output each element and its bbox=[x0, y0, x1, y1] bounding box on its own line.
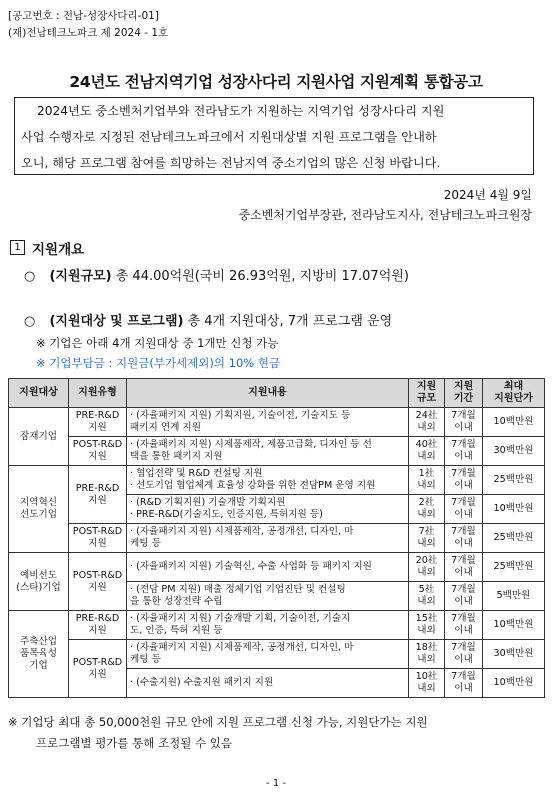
footnote-line: 프로그램별 평가를 통해 조정될 수 있음 bbox=[36, 736, 233, 750]
cell-type: PRE-R&D 지원 bbox=[69, 408, 127, 437]
cell-max: 10백만원 bbox=[483, 408, 545, 437]
cell-content: · (R&D 기획지원) 기술개발 기획지원 · PRE-R&D(기술지도, 인증지원, 특허지원 등) bbox=[127, 495, 409, 524]
scale-label: (지원규모) bbox=[49, 269, 112, 284]
cell-period: 7개월 이내 bbox=[445, 553, 483, 582]
intro-line: 2024년도 중소벤처기업부와 전라남도가 지원하는 지역기업 성장사다리 지원 bbox=[37, 104, 445, 118]
cell-content: · (자율패키지 지원) 기획지원, 기술이전, 기술지도 등 패키지 연계 지원 bbox=[127, 408, 409, 437]
cell-scale: 2社 내외 bbox=[409, 495, 445, 524]
cell-content: · (자율패키지 지원) 시제품제작, 제품고급화, 디자인 등 선 택을 통한 패키지 지원 bbox=[127, 437, 409, 466]
section-title: 지원개요 bbox=[32, 242, 85, 258]
program-table bbox=[8, 378, 545, 698]
bullet-mark: ○ bbox=[24, 314, 36, 329]
table-row bbox=[9, 437, 545, 466]
cell-period: 7개월 이내 bbox=[445, 437, 483, 466]
cell-scale: 24社 내외 bbox=[409, 408, 445, 437]
cell-scale: 1社 내외 bbox=[409, 466, 445, 495]
cell-scale: 18社 내외 bbox=[409, 640, 445, 669]
target-bullet bbox=[24, 310, 392, 329]
cell-max: 25백만원 bbox=[483, 553, 545, 582]
footnote bbox=[8, 712, 548, 754]
foundation-number: (재)전남테크노파크 제 2024 - 1호 bbox=[8, 27, 169, 39]
cell-period: 7개월 이내 bbox=[445, 495, 483, 524]
cell-type: PRE-R&D 지원 bbox=[69, 611, 127, 640]
cell-target: 지역혁신 선도기업 bbox=[9, 466, 69, 553]
table-row bbox=[9, 611, 545, 640]
cell-content: · 협업전략 및 R&D 컨설팅 지원 · 선도기업 협업체계 효율성 강화를 위한 전담PM 운영 지원 bbox=[127, 466, 409, 495]
table-row bbox=[9, 466, 545, 495]
cell-max: 5백만원 bbox=[483, 582, 545, 611]
announcement-date: 2024년 4월 9일 bbox=[443, 188, 532, 202]
target-label: (지원대상 및 프로그램) bbox=[49, 314, 184, 329]
cell-scale: 5社 내외 bbox=[409, 582, 445, 611]
cell-type: POST-R&D 지원 bbox=[69, 640, 127, 698]
cell-type: POST-R&D 지원 bbox=[69, 437, 127, 466]
cell-content: · (자율패키지 지원) 시제품제작, 공정개선, 디자인, 마 케팅 등 bbox=[127, 640, 409, 669]
cell-target: 예비선도 (스타)기업 bbox=[9, 553, 69, 611]
cell-scale: 10社 내외 bbox=[409, 669, 445, 698]
header-max: 최대 지원단가 bbox=[483, 379, 545, 408]
cell-target: 주축산업 품목육성 기업 bbox=[9, 611, 69, 698]
intro-line: 사업 수행자로 지정된 전남테크노파크에서 지원대상별 지원 프로그램을 안내하 bbox=[21, 130, 437, 144]
cell-scale: 15社 내외 bbox=[409, 611, 445, 640]
cell-period: 7개월 이내 bbox=[445, 582, 483, 611]
cell-max: 10백만원 bbox=[483, 669, 545, 698]
cell-scale: 7社 내외 bbox=[409, 524, 445, 553]
cell-period: 7개월 이내 bbox=[445, 611, 483, 640]
cell-type: PRE-R&D 지원 bbox=[69, 466, 127, 524]
cell-max: 25백만원 bbox=[483, 466, 545, 495]
cell-scale: 20社 내외 bbox=[409, 553, 445, 582]
cell-type: POST-R&D 지원 bbox=[69, 553, 127, 611]
page-number: - 1 - bbox=[266, 778, 286, 789]
header-period: 지원 기간 bbox=[445, 379, 483, 408]
header-content: 지원내용 bbox=[127, 379, 409, 408]
cell-content: · (자율패키지 지원) 기술혁신, 수출 사업화 등 패키지 지원 bbox=[127, 553, 409, 582]
table-row bbox=[9, 553, 545, 582]
target-text: 총 4개 지원대상, 7개 프로그램 운영 bbox=[183, 314, 393, 329]
table-row bbox=[9, 524, 545, 553]
table-row bbox=[9, 408, 545, 437]
cell-scale: 40社 내외 bbox=[409, 437, 445, 466]
cell-period: 7개월 이내 bbox=[445, 669, 483, 698]
cell-period: 7개월 이내 bbox=[445, 640, 483, 669]
table-header-row bbox=[9, 379, 545, 408]
note-one-choice: ※ 기업은 아래 4개 지원대상 중 1개만 신청 가능 bbox=[36, 336, 279, 350]
cell-target: 잠재기업 bbox=[9, 408, 69, 466]
scale-bullet bbox=[24, 265, 409, 284]
cell-period: 7개월 이내 bbox=[445, 524, 483, 553]
notice-number: [공고번호 : 전남-성장사다리-01] bbox=[8, 10, 159, 22]
page-title: 24년도 전남지역기업 성장사다리 지원사업 지원계획 통합공고 bbox=[69, 73, 483, 91]
table-row bbox=[9, 640, 545, 669]
cell-max: 10백만원 bbox=[483, 611, 545, 640]
header-scale: 지원 규모 bbox=[409, 379, 445, 408]
cell-max: 10백만원 bbox=[483, 495, 545, 524]
cell-max: 30백만원 bbox=[483, 640, 545, 669]
intro-line: 오니, 해당 프로그램 참여를 희망하는 전남지역 중소기업의 많은 신청 바랍니다. bbox=[21, 156, 441, 170]
cell-max: 25백만원 bbox=[483, 524, 545, 553]
cell-content: · (수출지원) 수출지원 패키지 지원 bbox=[127, 669, 409, 698]
cell-type: POST-R&D 지원 bbox=[69, 524, 127, 553]
signer: 중소벤처기업부장관, 전라남도지사, 전남테크노파크원장 bbox=[238, 208, 532, 222]
header-target: 지원대상 bbox=[9, 379, 69, 408]
cell-content: · (자율패키지 지원) 기술개발 기획, 기술이전, 기술지 도, 인증, 특허 지원 등 bbox=[127, 611, 409, 640]
header-type: 지원유형 bbox=[69, 379, 127, 408]
bullet-mark: ○ bbox=[24, 269, 36, 284]
note-contribution: ※ 기업부담금 : 지원금(부가세제외)의 10% 현금 bbox=[36, 356, 281, 370]
section-number: 1 bbox=[10, 240, 25, 255]
cell-max: 30백만원 bbox=[483, 437, 545, 466]
cell-content: · (전담 PM 지원) 매출 정체기업 기업진단 및 컨설팅 을 통한 성장전략 수립 bbox=[127, 582, 409, 611]
footnote-line: ※ 기업당 최대 총 50,000천원 규모 안에 지원 프로그램 신청 가능, 지원단가는 지원 bbox=[8, 715, 428, 729]
cell-period: 7개월 이내 bbox=[445, 408, 483, 437]
cell-content: · (자율패키지 지원) 시제품제작, 공정개선, 디자인, 마 케팅 등 bbox=[127, 524, 409, 553]
scale-text: 총 44.00억원(국비 26.93억원, 지방비 17.07억원) bbox=[111, 269, 409, 284]
intro-box bbox=[14, 97, 534, 175]
cell-period: 7개월 이내 bbox=[445, 466, 483, 495]
